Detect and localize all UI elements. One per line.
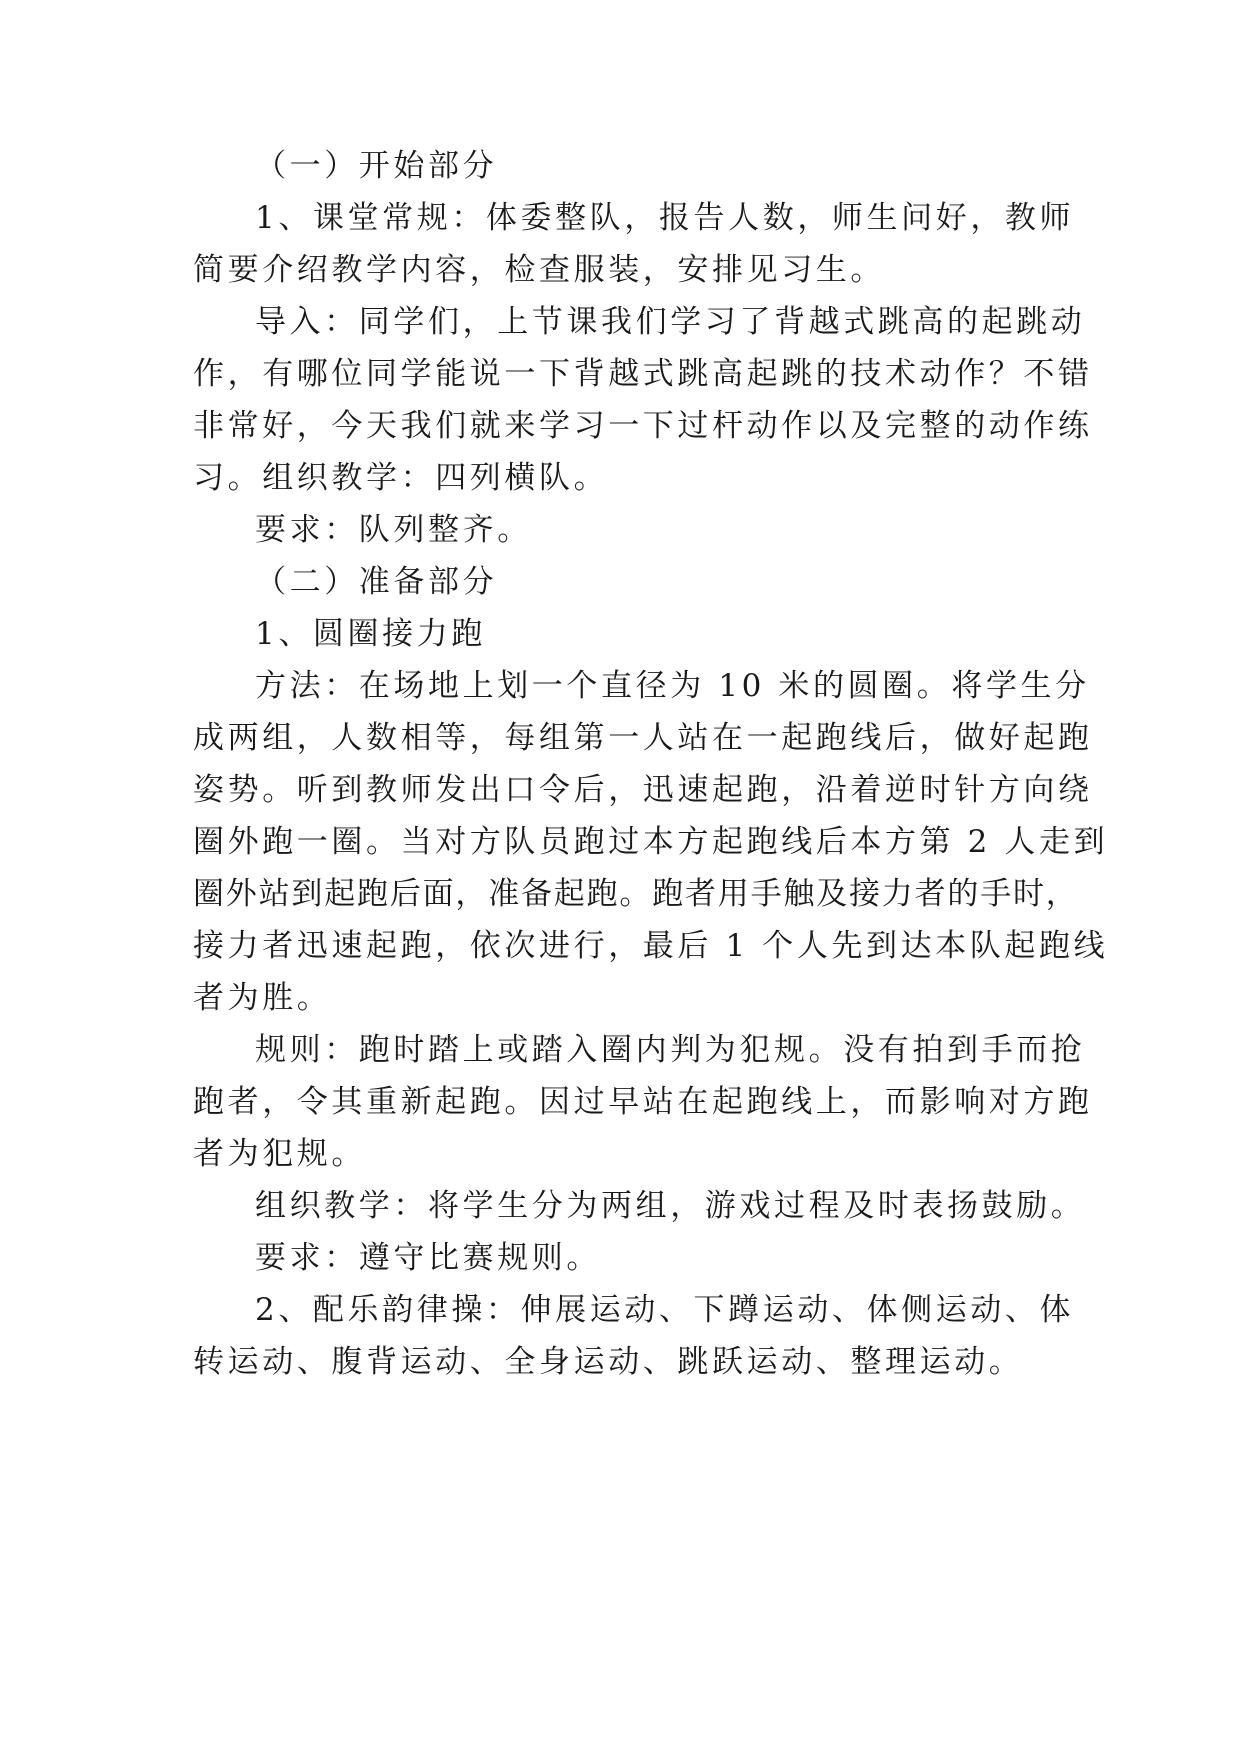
section-heading-start: （一）开始部分: [255, 148, 498, 184]
paragraph-line: 要求：遵守比赛规则。: [255, 1240, 601, 1276]
paragraph-line: 圈外跑一圈。当对方队员跑过本方起跑线后本方第 2 人走到: [193, 824, 1109, 860]
paragraph-line: 者为胜。: [193, 980, 332, 1016]
paragraph-line: 2、配乐韵律操：伸展运动、下蹲运动、体侧运动、体: [255, 1292, 1075, 1328]
paragraph-line: 成两组，人数相等，每组第一人站在一起跑线后，做好起跑: [193, 720, 1093, 756]
paragraph-line: 1、圆圈接力跑: [255, 616, 486, 652]
paragraph-line: 姿势。听到教师发出口令后，迅速起跑，沿着逆时针方向绕: [193, 772, 1093, 808]
paragraph-line: 导入：同学们，上节课我们学习了背越式跳高的起跳动: [255, 304, 1086, 340]
paragraph-line: 1、课堂常规：体委整队，报告人数，师生问好，教师: [255, 200, 1075, 236]
paragraph-line: 规则：跑时踏上或踏入圈内判为犯规。没有拍到手而抢: [255, 1032, 1086, 1068]
paragraph-line: 简要介绍教学内容，检查服装，安排见习生。: [193, 252, 885, 288]
paragraph-line: 圈外站到起跑后面，准备起跑。跑者用手触及接力者的手时，: [193, 876, 1079, 912]
paragraph-line: 作，有哪位同学能说一下背越式跳高起跳的技术动作？不错: [193, 356, 1093, 392]
paragraph-line: 非常好，今天我们就来学习一下过杆动作以及完整的动作练: [193, 408, 1093, 444]
paragraph-line: 跑者，令其重新起跑。因过早站在起跑线上，而影响对方跑: [193, 1084, 1093, 1120]
paragraph-line: 要求：队列整齐。: [255, 512, 532, 548]
paragraph-line: 者为犯规。: [193, 1136, 366, 1172]
paragraph-line: 转运动、腹背运动、全身运动、跳跃运动、整理运动。: [193, 1344, 1024, 1380]
paragraph-line: 接力者迅速起跑，依次进行，最后 1 个人先到达本队起跑线: [193, 928, 1109, 964]
paragraph-line: 方法：在场地上划一个直径为 10 米的圆圈。将学生分: [255, 668, 1090, 704]
section-heading-prep: （二）准备部分: [255, 564, 498, 600]
paragraph-line: 组织教学：将学生分为两组，游戏过程及时表扬鼓励。: [255, 1188, 1086, 1224]
paragraph-line: 习。组织教学：四列横队。: [193, 460, 609, 496]
